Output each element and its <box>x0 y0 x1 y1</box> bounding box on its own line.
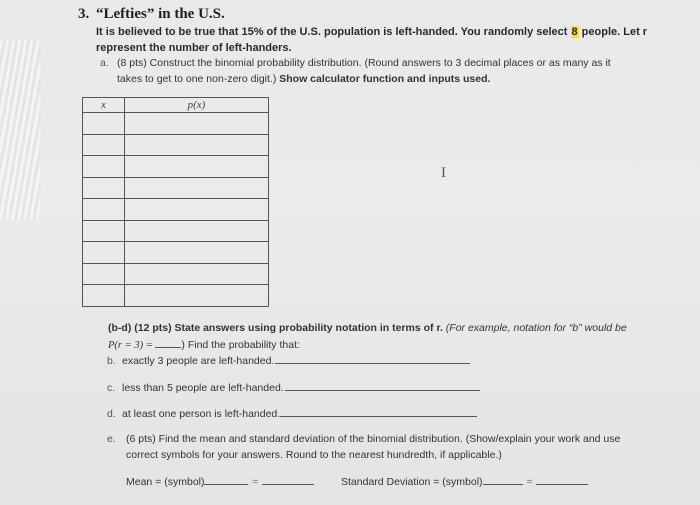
mean-value-blank[interactable] <box>262 475 314 485</box>
sd-value-blank[interactable] <box>536 475 588 485</box>
notation-blank <box>155 338 181 348</box>
mean-approx-sign: ≈ <box>252 476 259 488</box>
px-cell[interactable] <box>125 220 269 242</box>
px-cell[interactable] <box>125 285 269 307</box>
x-cell[interactable] <box>83 220 125 242</box>
table-row <box>83 242 269 264</box>
sd-approx-sign: ≈ <box>526 476 533 488</box>
part-a-text-2-plain: takes to get to one non-zero digit.) <box>117 73 280 85</box>
header-px: p(x) <box>125 98 269 113</box>
table-row <box>83 220 269 242</box>
table-row <box>83 134 269 156</box>
x-cell[interactable] <box>83 199 125 221</box>
notation-example: P(r = 3) = <box>108 340 156 351</box>
part-b-answer-line[interactable] <box>275 356 470 364</box>
mean-line <box>126 475 314 488</box>
x-cell[interactable] <box>83 285 125 307</box>
part-a-text-2 <box>117 73 490 85</box>
px-cell[interactable] <box>125 242 269 264</box>
intro-line-1 <box>96 26 647 38</box>
part-a-marker: a. <box>100 57 109 69</box>
table-row <box>83 113 269 135</box>
part-e-text-2: correct symbols for your answers. Round to the nearest hundredth, if applicable.) <box>126 449 502 461</box>
mean-label: Mean = (symbol) <box>126 476 205 488</box>
table-row <box>83 177 269 199</box>
part-bd-label-bold: (b-d) (12 pts) State answers using probability notation in terms of r. <box>108 322 443 334</box>
highlighted-sample-size: 8 <box>571 26 578 38</box>
notation-after: ) Find the probability that: <box>181 339 300 351</box>
px-cell[interactable] <box>125 113 269 135</box>
part-d-answer-line[interactable] <box>280 409 477 417</box>
px-cell[interactable] <box>125 134 269 156</box>
question-title: “Lefties” in the U.S. <box>96 6 225 22</box>
x-cell[interactable] <box>83 113 125 135</box>
px-cell[interactable] <box>125 263 269 285</box>
x-cell[interactable] <box>83 156 125 178</box>
x-cell[interactable] <box>83 134 125 156</box>
table-header-row <box>83 98 269 113</box>
part-e-text-1: (6 pts) Find the mean and standard deviation of the binomial distribution. (Show/explain your work and use <box>126 433 621 445</box>
px-cell[interactable] <box>125 177 269 199</box>
intro-line-2: represent the number of left-handers. <box>96 42 292 54</box>
intro-text: It is believed to be true that 15% of the U.S. population is left-handed. You randomly select <box>96 26 571 38</box>
part-c-marker: c. <box>107 382 116 394</box>
sd-label: Standard Deviation = (symbol) <box>341 476 483 488</box>
table-row <box>83 285 269 307</box>
x-cell[interactable] <box>83 177 125 199</box>
table-row <box>83 156 269 178</box>
part-c-text: less than 5 people are left-handed. <box>122 382 284 394</box>
part-a-text-1: (8 pts) Construct the binomial probability distribution. (Round answers to 3 decimal places or as many as it <box>117 57 611 69</box>
part-d-marker: d. <box>107 408 116 420</box>
part-b-text: exactly 3 people are left-handed. <box>122 355 275 367</box>
part-bd-notation-line <box>108 338 300 351</box>
mean-symbol-blank[interactable] <box>204 475 248 485</box>
intro-text-end: people. Let r <box>578 26 648 38</box>
header-x: x <box>83 98 125 113</box>
page-edge-shading <box>0 40 40 220</box>
part-bd-label <box>108 322 627 334</box>
sd-line <box>341 475 588 488</box>
table-row <box>83 263 269 285</box>
distribution-table <box>82 97 269 307</box>
x-cell[interactable] <box>83 263 125 285</box>
table-row <box>83 199 269 221</box>
part-e-marker: e. <box>107 433 116 445</box>
question-number: 3. <box>78 6 90 22</box>
part-b-marker: b. <box>107 355 116 367</box>
x-cell[interactable] <box>83 242 125 264</box>
part-a-text-2-bold: Show calculator function and inputs used. <box>279 73 491 85</box>
part-d-text: at least one person is left-handed. <box>122 408 281 420</box>
sd-symbol-blank[interactable] <box>483 475 523 485</box>
text-cursor-icon: I <box>441 165 446 181</box>
px-cell[interactable] <box>125 156 269 178</box>
px-cell[interactable] <box>125 199 269 221</box>
part-bd-label-italic: (For example, notation for “b” would be <box>442 322 627 334</box>
part-c-answer-line[interactable] <box>285 383 480 391</box>
